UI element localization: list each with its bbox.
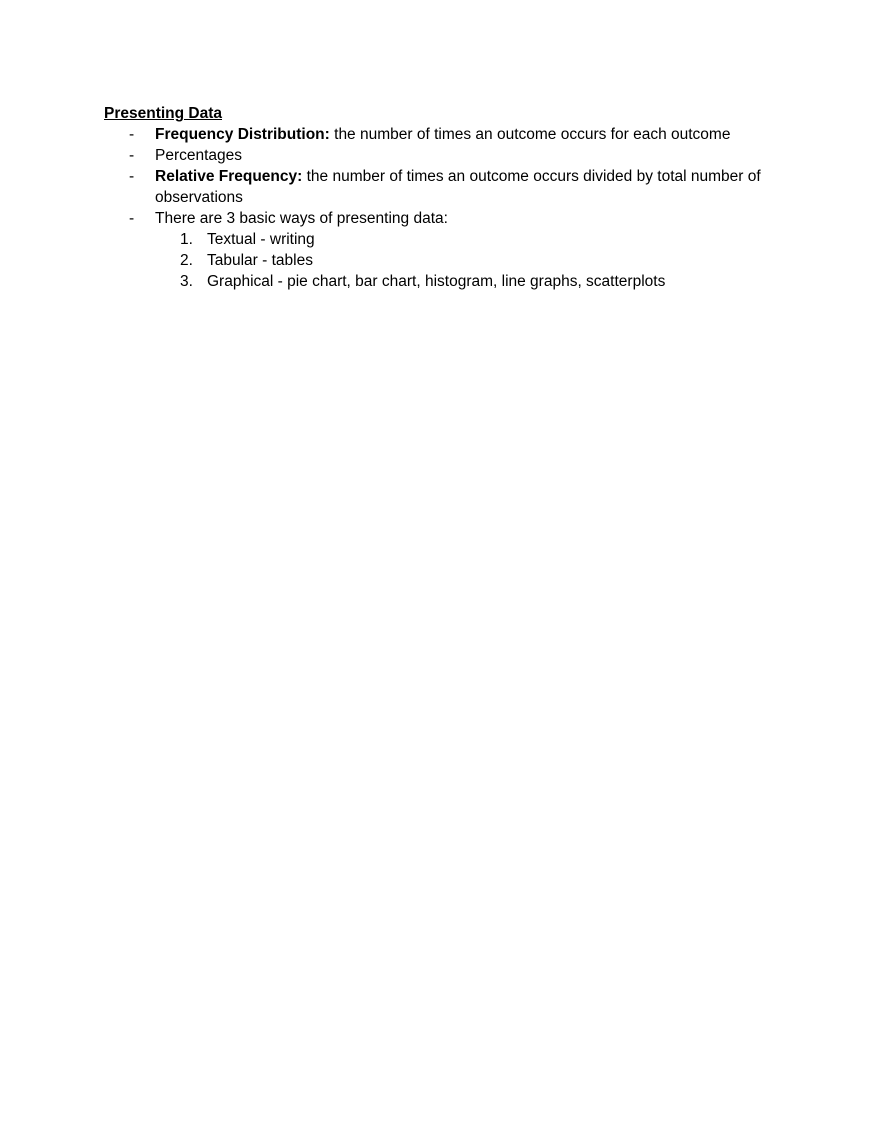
- number-marker: 3.: [180, 273, 193, 290]
- document-body: [104, 103, 794, 292]
- number-marker: 1.: [180, 231, 193, 248]
- bullet-text: the number of times an outcome occurs for each outcome: [329, 126, 731, 143]
- section-heading: Presenting Data: [104, 105, 223, 122]
- bullet-item-frequency-distribution: [104, 124, 794, 145]
- numbered-item-textual: [155, 229, 794, 250]
- bullet-marker: -: [129, 168, 135, 185]
- bullet-item-percentages: [104, 145, 794, 166]
- bullet-item-relative-frequency: [104, 166, 794, 208]
- number-marker: 2.: [180, 252, 193, 269]
- bullet-item-ways-of-presenting: [104, 208, 794, 292]
- numbered-list: [155, 229, 794, 292]
- numbered-item-text: Graphical - pie chart, bar chart, histogram, line graphs, scatterplots: [207, 273, 666, 290]
- bullet-marker: -: [129, 210, 135, 227]
- numbered-item-tabular: [155, 250, 794, 271]
- bullet-text: the number of times an outcome occurs divided by total number of observations: [155, 168, 761, 206]
- numbered-item-graphical: [155, 271, 794, 292]
- bullet-text: Percentages: [155, 147, 243, 164]
- term-label: Relative Frequency:: [155, 168, 303, 185]
- numbered-item-text: Tabular - tables: [207, 252, 313, 269]
- bullet-marker: -: [129, 126, 135, 143]
- term-label: Frequency Distribution:: [155, 126, 330, 143]
- bullet-list: [104, 124, 794, 292]
- bullet-text: There are 3 basic ways of presenting data:: [155, 210, 448, 227]
- bullet-marker: -: [129, 147, 135, 164]
- numbered-item-text: Textual - writing: [207, 231, 315, 248]
